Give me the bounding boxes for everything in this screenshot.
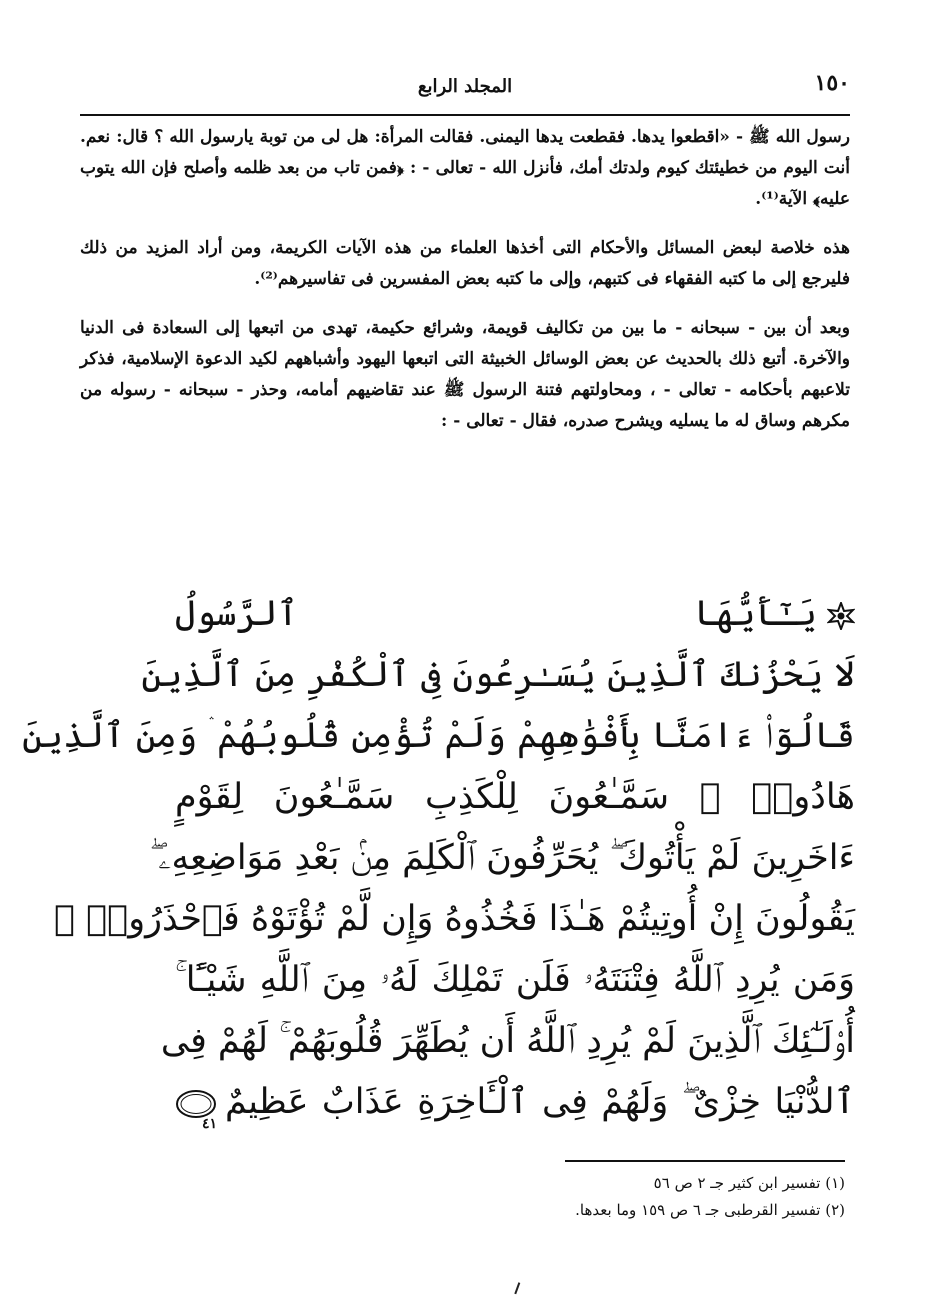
verse-line-5: ءَاخَرِينَ لَمْ يَأْتُوكَ ۖ يُحَرِّفُونَ ٱلْكَلِمَ مِنۢ بَعْدِ مَوَاضِعِهِۦ ۖ xyxy=(149,838,855,878)
quran-verse-block xyxy=(22,584,855,1133)
verse-line-2: لَا يَحْزُنكَ ٱلَّذِينَ يُسَـٰرِعُونَ فِى ٱلْكُفْرِ مِنَ ٱلَّذِينَ xyxy=(141,655,855,695)
verse-start-ornament-icon xyxy=(827,602,855,630)
page-number: ١٥٠ xyxy=(814,70,850,96)
paragraph-1: رسول الله ﷺ - «اقطعوا يدها. فقطعت يدها اليمنى. فقالت المرأة: هل لى من توبة يارسول الله ؟ قال: نعم. أنت اليوم من خطيئتك كيوم ولدتك أمك، فأنزل الله - تعالى - : ﴿فمن تاب من بعد ظلمه وأصلح فإن الله يتوب عليه﴾ الآية⁽¹⁾. xyxy=(80,127,850,209)
verse-line-1-text: يَـٰٓأَيُّهَا ٱلرَّسُولُ xyxy=(175,594,817,634)
footnote-rule xyxy=(565,1160,845,1162)
print-mark xyxy=(514,1282,529,1297)
header-rule xyxy=(80,114,850,116)
ayah-number-marker xyxy=(175,1089,217,1132)
verse-line-9 xyxy=(175,1072,855,1133)
verse-line-8: أُو۟لَـٰٓئِكَ ٱلَّذِينَ لَمْ يُرِدِ ٱللَّهُ أَن يُطَهِّرَ قُلُوبَهُمْ ۚ لَهُمْ فِى xyxy=(160,1021,855,1061)
verse-line-6: يَقُولُونَ إِنْ أُوتِيتُمْ هَـٰذَا فَخُذُوهُ وَإِن لَّمْ تُؤْتَوْهُ فَٱحْذَرُوا۟ ۚ xyxy=(54,899,855,939)
footnote-1: (١) تفسير ابن كثير جـ ٢ ص ٥٦ xyxy=(653,1174,845,1192)
verse-line-4: هَادُوا۟ ۛ سَمَّـٰعُونَ لِلْكَذِبِ سَمَّـٰعُونَ لِقَوْمٍ xyxy=(175,777,855,817)
verse-line-9-text: ٱلدُّنْيَا خِزْىٌ ۖ وَلَهُمْ فِى ٱلْـَٔاخِرَةِ عَذَابٌ عَظِيمٌ xyxy=(225,1082,855,1122)
verse-line-3: قَالُوٓا۟ ءَامَنَّا بِأَفْوَٰهِهِمْ وَلَمْ تُؤْمِن قُلُوبُهُمْ ۛ وَمِنَ ٱلَّذِينَ xyxy=(22,716,855,756)
paragraph-2: هذه خلاصة لبعض المسائل والأحكام التى أخذها العلماء من هذه الآيات الكريمة، ومن أراد المزيد من ذلك فليرجع إلى ما كتبه الفقهاء فى كتبهم، وإلى ما كتبه بعض المفسرين فى تفاسيرهم⁽²⁾. xyxy=(80,238,850,289)
ayah-number: ٤١ xyxy=(201,1115,217,1132)
running-title: المجلد الرابع xyxy=(417,76,513,97)
verse-line-7: وَمَن يُرِدِ ٱللَّهُ فِتْنَتَهُۥ فَلَن تَمْلِكَ لَهُۥ مِنَ ٱللَّهِ شَيْـًٔا ۚ xyxy=(175,960,855,1000)
commentary-text xyxy=(80,122,850,455)
footnotes xyxy=(80,1170,845,1224)
footnote-2: (٢) تفسير القرطبى جـ ٦ ص ١٥٩ وما بعدها. xyxy=(575,1201,845,1219)
verse-line-1 xyxy=(175,584,855,645)
page-header xyxy=(80,66,850,106)
paragraph-3: وبعد أن بين - سبحانه - ما بين من تكاليف قويمة، وشرائع حكيمة، تهدى من اتبعها إلى السعادة فى الدنيا والآخرة. أتبع ذلك بالحديث عن بعض الوسائل الخبيثة التى اتبعها اليهود وأشباههم لكيد الدعوة الإسلامية، فذكر تلاعبهم بأحكامه - تعالى - ، ومحاولتهم فتنة الرسول ﷺ عند تقاضيهم أمامه، وحذر - سبحانه - رسوله من مكرهم وساق له ما يسليه ويشرح صدره، فقال - تعالى - : xyxy=(80,318,850,431)
